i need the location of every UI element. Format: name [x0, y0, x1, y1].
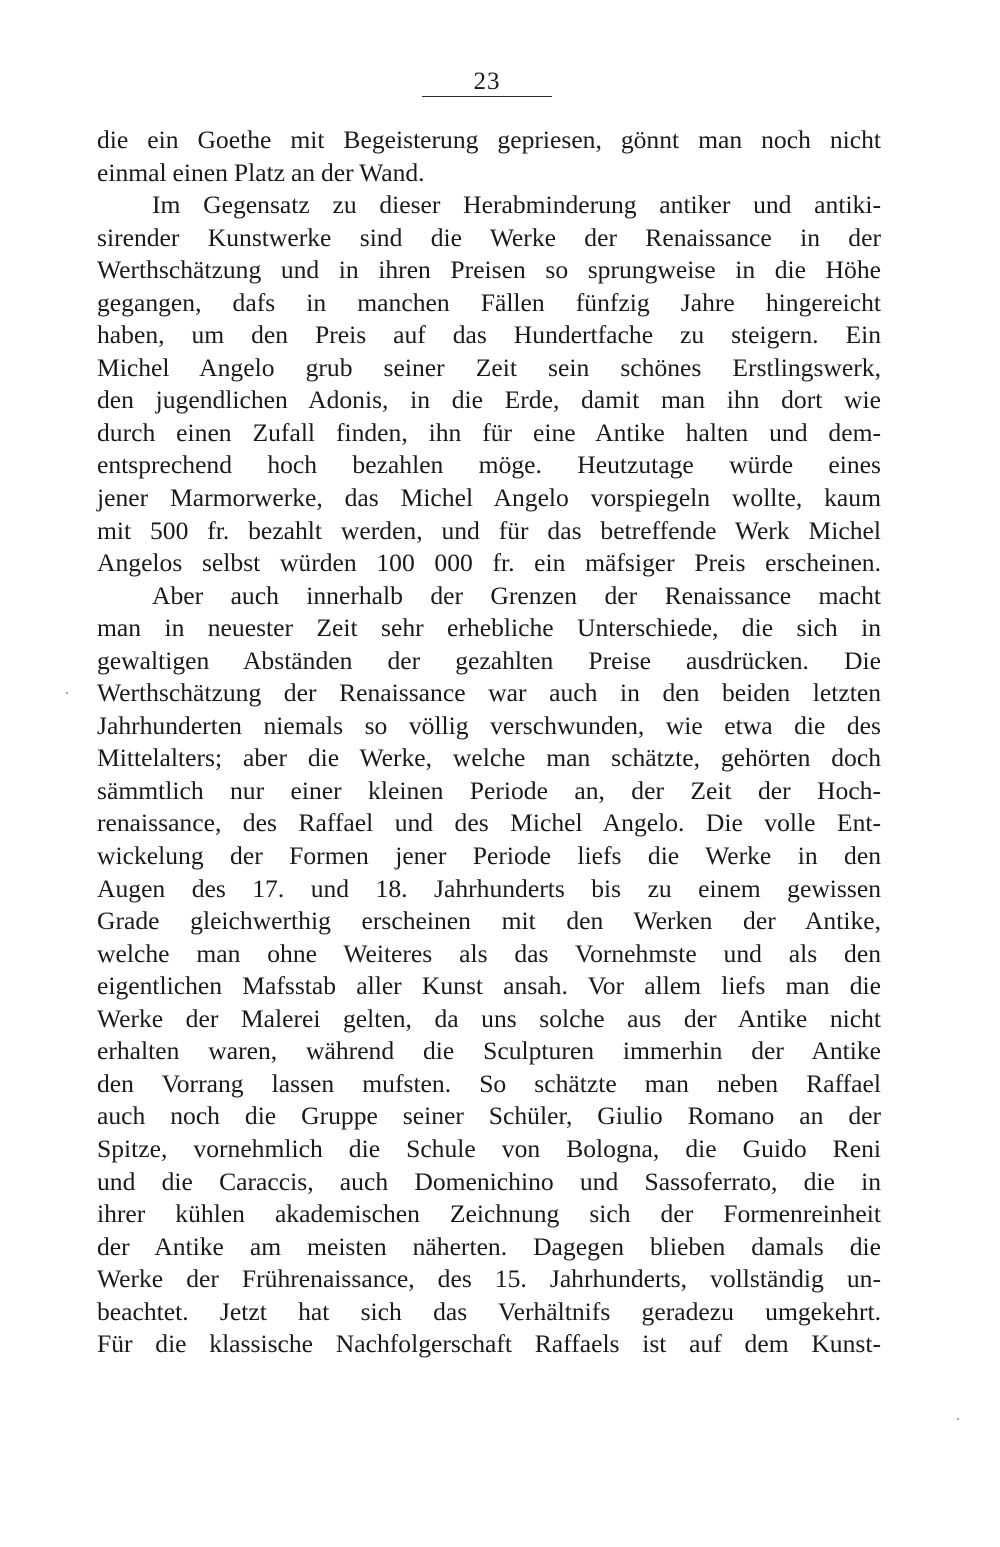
page-number: 23 [473, 68, 501, 95]
text-line: jener Marmorwerke, das Michel Angelo vorspiegeln wollte, kaum [97, 483, 881, 513]
text-line: Grade gleichwerthig erscheinen mit den Werken der Antike, [97, 906, 881, 936]
text-line: entsprechend hoch bezahlen möge. Heutzutage würde eines [97, 450, 881, 480]
text-line: Spitze, vornehmlich die Schule von Bologna, die Guido Reni [97, 1133, 881, 1163]
text-line: Werke der Frührenaissance, des 15. Jahrhunderts, vollständig un- [97, 1264, 881, 1294]
text-line: Werke der Malerei gelten, da uns solche aus der Antike nicht [97, 1003, 881, 1033]
body-text [97, 124, 881, 1361]
text-line: renaissance, des Raffael und des Michel Angelo. Die volle Ent- [97, 808, 881, 838]
text-line: sämmtlich nur einer kleinen Periode an, der Zeit der Hoch- [97, 775, 881, 805]
text-line: den Vorrang lassen mufsten. So schätzte man neben Raffael [97, 1068, 881, 1098]
text-line: Aber auch innerhalb der Grenzen der Renaissance macht [152, 580, 881, 610]
text-line: gegangen, dafs in manchen Fällen fünfzig Jahre hingereicht [97, 287, 881, 317]
text-line: und die Caraccis, auch Domenichino und Sassoferrato, die in [97, 1166, 881, 1196]
header-rule [422, 96, 552, 97]
text-line: sirender Kunstwerke sind die Werke der Renaissance in der [97, 222, 881, 252]
text-line: Mittelalters; aber die Werke, welche man schätzte, gehörten doch [97, 743, 881, 773]
text-line: der Antike am meisten näherten. Dagegen blieben damals die [97, 1231, 881, 1261]
text-line: beachtet. Jetzt hat sich das Verhältnifs geradezu umgekehrt. [97, 1296, 881, 1326]
text-line: haben, um den Preis auf das Hundertfache zu steigern. Ein [97, 320, 881, 350]
text-line: Augen des 17. und 18. Jahrhunderts bis zu einem gewissen [97, 873, 881, 903]
paper-speck [957, 1418, 959, 1420]
text-line: Jahrhunderten niemals so völlig verschwunden, wie etwa die des [97, 710, 881, 740]
text-line: Michel Angelo grub seiner Zeit sein schönes Erstlingswerk, [97, 352, 881, 382]
text-line: man in neuester Zeit sehr erhebliche Unterschiede, die sich in [97, 613, 881, 643]
paper-speck [66, 692, 68, 694]
text-line: welche man ohne Weiteres als das Vornehmste und als den [97, 938, 881, 968]
text-line: durch einen Zufall finden, ihn für eine Antike halten und dem- [97, 417, 881, 447]
text-line: Werthschätzung der Renaissance war auch in den beiden letzten [97, 678, 881, 708]
text-line: Für die klassische Nachfolgerschaft Raffaels ist auf dem Kunst- [97, 1329, 881, 1359]
text-line: den jugendlichen Adonis, in die Erde, damit man ihn dort wie [97, 385, 881, 415]
text-line: gewaltigen Abständen der gezahlten Preise ausdrücken. Die [97, 645, 881, 675]
text-line: Angelos selbst würden 100 000 fr. ein mäfsiger Preis erscheinen. [97, 548, 881, 578]
text-line: mit 500 fr. bezahlt werden, und für das betreffende Werk Michel [97, 515, 881, 545]
text-line: erhalten waren, während die Sculpturen immerhin der Antike [97, 1036, 881, 1066]
text-line: wickelung der Formen jener Periode liefs die Werke in den [97, 841, 881, 871]
text-line: ihrer kühlen akademischen Zeichnung sich der Formenreinheit [97, 1199, 881, 1229]
text-line: einmal einen Platz an der Wand. [97, 157, 425, 187]
page-header [422, 68, 552, 97]
text-line: auch noch die Gruppe seiner Schüler, Giulio Romano an der [97, 1101, 881, 1131]
text-line: die ein Goethe mit Begeisterung gepriesen, gönnt man noch nicht [97, 125, 881, 154]
text-line: Im Gegensatz zu dieser Herabminderung antiker und antiki- [152, 190, 881, 220]
text-line: eigentlichen Mafsstab aller Kunst ansah. Vor allem liefs man die [97, 971, 881, 1001]
text-line: Werthschätzung und in ihren Preisen so sprungweise in die Höhe [97, 255, 881, 285]
